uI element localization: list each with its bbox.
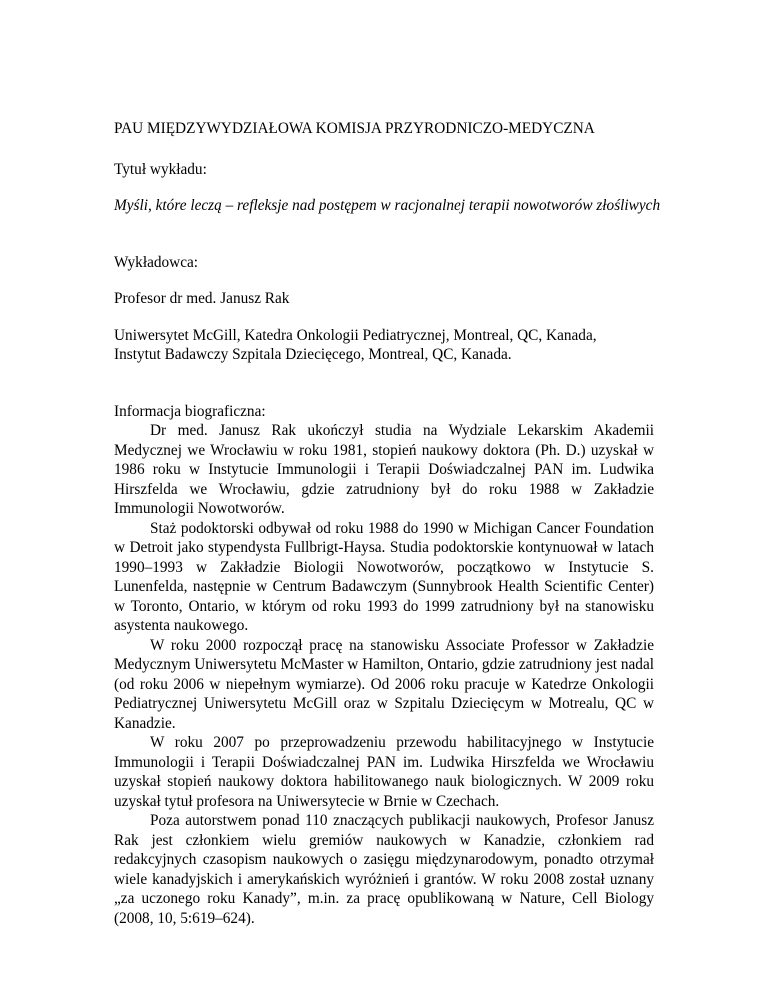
bio-paragraph: Staż podoktorski odbywał od roku 1988 do 1990 w Michigan Cancer Foundation w Detroit jako stypendysta Fullbrigt-Haysa. Studia podoktorskie kontynuował w latach 1990–1993 w Zakładzie Biologii Nowotworów, początkowo w Instytucie S. Lunenfelda, następnie w Centrum Badawczym (Sunnybrook Health Scientific Center) w Toronto, Ontario, w którym od roku 1993 do 1999 zatrudniony był na stanowisku asystenta naukowego. xyxy=(114,519,654,634)
document-heading: PAU MIĘDZYWYDZIAŁOWA KOMISJA PRZYRODNICZO-MEDYCZNA xyxy=(114,120,595,137)
bio-paragraph: Poza autorstwem ponad 110 znaczących publikacji naukowych, Profesor Janusz Rak jest członkiem wielu gremiów naukowych w Kanadzie, członkiem rad redakcyjnych czasopism naukowych o zasięgu międzynarodowym, ponadto otrzymał wiele kanadyjskich i amerykańskich wyróżnień i grantów. W roku 2008 został uznany „za uczonego roku Kanady”, m.in. za pracę opublikowaną w Nature, Cell Biology (2008, 10, 5:619–624). xyxy=(114,812,654,927)
lecturer-name: Profesor dr med. Janusz Rak xyxy=(114,290,290,307)
bio-section xyxy=(114,421,654,928)
lecturer-label: Wykładowca: xyxy=(114,253,199,271)
lecture-title: Myśli, które leczą – refleksje nad postępem w racjonalnej terapii nowotworów złośliwych xyxy=(114,197,661,214)
affiliation-block xyxy=(114,326,654,365)
affiliation-line: Instytut Badawczy Szpitala Dziecięcego, Montreal, QC, Kanada. xyxy=(114,346,512,363)
document-page xyxy=(114,105,661,928)
bio-label: Informacja biograficzna: xyxy=(114,402,266,420)
lecture-title-label: Tytuł wykładu: xyxy=(114,160,207,178)
affiliation-line: Uniwersytet McGill, Katedra Onkologii Pediatrycznej, Montreal, QC, Kanada, xyxy=(114,326,597,344)
bio-paragraph: W roku 2000 rozpoczął pracę na stanowisku Associate Professor w Zakładzie Medycznym Uniwersytetu McMaster w Hamilton, Ontario, gdzie zatrudniony jest nadal (od roku 2006 w niepełnym wymiarze). Od 2006 roku pracuje w Katedrze Onkologii Pediatrycznej Uniwersytetu McGill oraz w Szpitalu Dziecięcym w Motrealu, QC w Kanadzie. xyxy=(114,636,654,732)
bio-paragraph: Dr med. Janusz Rak ukończył studia na Wydziale Lekarskim Akademii Medycznej we Wrocławiu w roku 1981, stopień naukowy doktora (Ph. D.) uzyskał w 1986 roku w Instytucie Immunologii i Terapii Doświadczalnej PAN im. Ludwika Hirszfelda we Wrocławiu, gdzie zatrudniony był do roku 1988 w Zakładzie Immunologii Nowotworów. xyxy=(114,422,654,517)
bio-paragraph: W roku 2007 po przeprowadzeniu przewodu habilitacyjnego w Instytucie Immunologii i Terapii Doświadczalnej PAN im. Ludwika Hirszfelda we Wrocławiu uzyskał stopień naukowy doktora habilitowanego nauk biologicznych. W 2009 roku uzyskał tytuł profesora na Uniwersytecie w Brnie w Czechach. xyxy=(114,734,654,810)
